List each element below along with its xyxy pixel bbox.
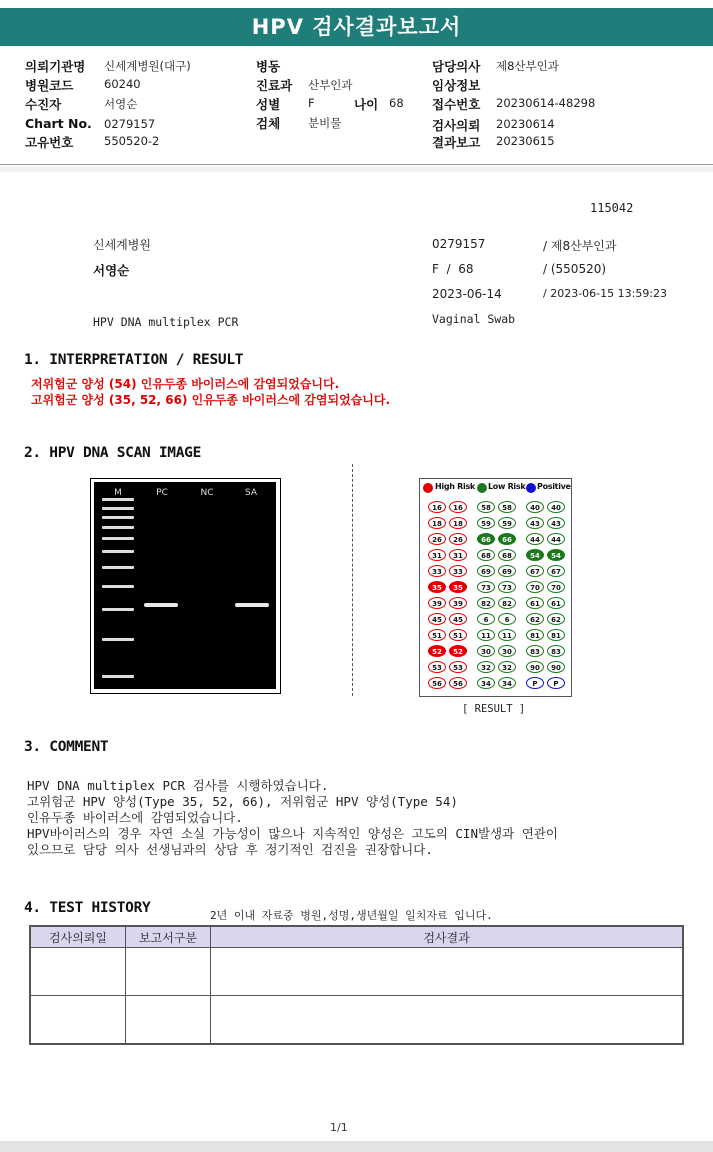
hpv-type-cell: 33 (428, 565, 446, 577)
hpv-type-cell: 67 (526, 565, 544, 577)
hpv-type-cell: 69 (498, 565, 516, 577)
ladder-band (102, 498, 134, 501)
pb-request-date: 2023-06-14 (432, 287, 502, 301)
pb-sex-age: F / 68 (432, 262, 474, 276)
pb-report-datetime: / 2023-06-15 13:59:23 (543, 287, 668, 300)
pb-hospital: 신세계병원 (93, 238, 151, 252)
clinical-info-label: 임상정보 (432, 78, 481, 93)
hpv-type-cell: 32 (498, 661, 516, 673)
hpv-type-cell: 31 (449, 549, 467, 561)
hpv-type-cell: 68 (498, 549, 516, 561)
hpv-type-cell: 83 (547, 645, 565, 657)
hpv-type-cell: 61 (526, 597, 544, 609)
gel-electrophoresis-image (90, 478, 281, 694)
hpv-type-cell: 44 (547, 533, 565, 545)
history-table (29, 925, 684, 1045)
sex-label: 성별 (256, 97, 281, 112)
age-label: 나이 (354, 97, 379, 112)
hospital-label: 의뢰기관명 (25, 59, 86, 74)
table-cell (126, 996, 211, 1045)
table-cell (30, 948, 126, 996)
history-col-report-type: 보고서구분 (126, 926, 211, 948)
hospital-value: 신세계병원(대구) (104, 59, 191, 73)
hpv-type-cell: 31 (428, 549, 446, 561)
hpv-type-cell: 59 (477, 517, 495, 529)
ladder-band (102, 638, 134, 641)
legend-high-risk: High Risk (435, 482, 475, 491)
table-cell (211, 948, 684, 996)
hpv-type-cell: 16 (428, 501, 446, 513)
hpv-type-cell: 58 (477, 501, 495, 513)
section-scan-image-title: 2. HPV DNA SCAN IMAGE (24, 445, 202, 461)
hpv-type-cell: 30 (477, 645, 495, 657)
hpv-type-cell: 67 (547, 565, 565, 577)
hpv-type-cell: 51 (428, 629, 446, 641)
hpv-type-cell: 39 (449, 597, 467, 609)
hpv-type-cell: 18 (449, 517, 467, 529)
pb-dept: / 제8산부인과 (543, 239, 617, 253)
legend-low-risk: Low Risk (488, 482, 526, 491)
table-cell (30, 996, 126, 1045)
table-cell (211, 996, 684, 1045)
lane-label-nc: NC (200, 488, 214, 498)
lane-label-pc: PC (156, 488, 168, 498)
ladder-band (102, 550, 134, 553)
department-label: 진료과 (256, 78, 293, 93)
hpv-type-cell: 39 (428, 597, 446, 609)
grid-caption: [ RESULT ] (462, 703, 526, 715)
hpv-type-cell: 11 (498, 629, 516, 641)
hpv-type-cell: 45 (449, 613, 467, 625)
high-risk-legend-dot (423, 483, 433, 493)
hpv-type-cell: 54 (526, 549, 544, 561)
hpv-type-cell: 82 (498, 597, 516, 609)
header-shadow (0, 166, 713, 172)
table-row (30, 996, 683, 1045)
header-divider (0, 164, 713, 165)
hpv-type-cell: 52 (428, 645, 446, 657)
history-note: 2년 이내 자료중 병원,성명,생년월일 일치자료 입니다. (210, 909, 493, 922)
comment-line: 고위험군 HPV 양성(Type 35, 52, 66), 저위험군 HPV 양성(Type 54) (27, 794, 458, 809)
hpv-type-cell: 40 (547, 501, 565, 513)
specimen-value: 분비물 (308, 116, 342, 130)
comment-line: 인유두종 바이러스에 감염되었습니다. (27, 810, 243, 825)
comment-line: HPV바이러스의 경우 자연 소실 가능성이 많으나 지속적인 양성은 고도의 CIN발생과 연관이 (27, 826, 558, 841)
ladder-band (102, 537, 134, 540)
hpv-type-cell: 53 (449, 661, 467, 673)
hpv-type-cell: 66 (477, 533, 495, 545)
ladder-band (102, 507, 134, 510)
hpv-type-cell: 26 (428, 533, 446, 545)
hpv-result-grid (419, 478, 572, 697)
hpv-type-cell: 35 (449, 581, 467, 593)
receipt-no-label: 접수번호 (432, 97, 481, 112)
comment-line: 있으므로 담당 의사 선생님과의 상담 후 정기적인 검진을 권장합니다. (27, 842, 433, 857)
request-date-label: 검사의뢰 (432, 118, 481, 133)
ladder-band (102, 526, 134, 529)
hpv-type-cell: 32 (477, 661, 495, 673)
hpv-type-cell: 62 (526, 613, 544, 625)
age-value: 68 (389, 96, 404, 110)
lane-label-sa: SA (244, 488, 258, 498)
table-cell (126, 948, 211, 996)
hpv-type-cell: P (526, 677, 544, 689)
hospital-code-label: 병원코드 (25, 78, 74, 93)
comment-line: HPV DNA multiplex PCR 검사를 시행하였습니다. (27, 778, 329, 793)
hpv-type-cell: P (547, 677, 565, 689)
hpv-type-cell: 43 (547, 517, 565, 529)
hpv-type-cell: 54 (547, 549, 565, 561)
hpv-type-cell: 81 (526, 629, 544, 641)
history-col-request-date: 검사의뢰일 (30, 926, 126, 948)
section-interpretation-title: 1. INTERPRETATION / RESULT (24, 352, 244, 368)
sex-value: F (308, 96, 315, 110)
ward-label: 병동 (256, 59, 281, 74)
hpv-type-cell: 59 (498, 517, 516, 529)
hpv-type-cell: 90 (547, 661, 565, 673)
ladder-band (102, 608, 134, 611)
ladder-band (102, 585, 134, 588)
gel-background (94, 482, 276, 689)
hpv-type-cell: 62 (547, 613, 565, 625)
hpv-type-cell: 90 (526, 661, 544, 673)
result-line-high-risk: 고위험군 양성 (35, 52, 66) 인유두종 바이러스에 감염되었습니다. (31, 393, 391, 407)
section-comment-title: 3. COMMENT (24, 739, 109, 755)
page-number: 1/1 (330, 1121, 348, 1134)
request-date-value: 20230614 (496, 117, 555, 131)
pb-name: 서영순 (93, 263, 130, 278)
hpv-type-cell: 34 (477, 677, 495, 689)
hpv-type-cell: 68 (477, 549, 495, 561)
hpv-type-cell: 83 (526, 645, 544, 657)
hpv-type-cell: 52 (449, 645, 467, 657)
hpv-type-cell: 18 (428, 517, 446, 529)
report-date-label: 결과보고 (432, 135, 481, 150)
chart-no-value: 0279157 (104, 117, 156, 131)
table-row (30, 948, 683, 996)
hpv-type-cell: 45 (428, 613, 446, 625)
doctor-value: 제8산부인과 (496, 59, 559, 73)
chart-no-label: Chart No. (25, 116, 92, 131)
result-line-low-risk: 저위험군 양성 (54) 인유두종 바이러스에 감염되었습니다. (31, 377, 340, 391)
specimen-label: 검체 (256, 116, 281, 131)
pb-test-name: HPV DNA multiplex PCR (93, 315, 239, 329)
history-col-result: 검사결과 (211, 926, 684, 948)
hpv-type-cell: 66 (498, 533, 516, 545)
hpv-type-cell: 26 (449, 533, 467, 545)
hpv-type-cell: 53 (428, 661, 446, 673)
ladder-band (102, 516, 134, 519)
doctor-label: 담당의사 (432, 59, 481, 74)
patient-value: 서영순 (104, 97, 138, 111)
section-history-title: 4. TEST HISTORY (24, 900, 151, 916)
patient-label: 수진자 (25, 97, 62, 112)
hpv-type-cell: 6 (477, 613, 495, 625)
scan-divider (352, 464, 353, 696)
hpv-type-cell: 70 (526, 581, 544, 593)
positive-legend-dot (526, 483, 536, 493)
report-title: HPV 검사결과보고서 (0, 8, 713, 46)
hpv-type-cell: 73 (477, 581, 495, 593)
hpv-type-cell: 73 (498, 581, 516, 593)
hpv-type-cell: 56 (449, 677, 467, 689)
hpv-type-cell: 82 (477, 597, 495, 609)
hpv-type-cell: 35 (428, 581, 446, 593)
hpv-type-cell: 11 (477, 629, 495, 641)
footer-bar (0, 1141, 713, 1152)
hpv-type-cell: 33 (449, 565, 467, 577)
pb-specimen: Vaginal Swab (432, 312, 516, 326)
hpv-type-cell: 34 (498, 677, 516, 689)
report-date-value: 20230615 (496, 134, 555, 148)
hpv-type-cell: 30 (498, 645, 516, 657)
hpv-type-cell: 40 (526, 501, 544, 513)
pb-chart: 0279157 (432, 237, 486, 251)
hpv-type-cell: 58 (498, 501, 516, 513)
ladder-band (102, 566, 134, 569)
hpv-type-cell: 69 (477, 565, 495, 577)
pb-id: / (550520) (543, 262, 607, 276)
ladder-band (102, 675, 134, 678)
unique-no-value: 550520-2 (104, 134, 160, 148)
department-value: 산부인과 (308, 78, 353, 92)
sa-band (235, 603, 269, 607)
hpv-type-cell: 16 (449, 501, 467, 513)
hpv-type-cell: 56 (428, 677, 446, 689)
hpv-type-cell: 81 (547, 629, 565, 641)
hospital-code-value: 60240 (104, 77, 141, 91)
pc-band (144, 603, 178, 607)
legend-positive: Positive (537, 482, 571, 491)
lane-label-marker: M (114, 488, 122, 498)
hpv-type-cell: 43 (526, 517, 544, 529)
hpv-type-cell: 70 (547, 581, 565, 593)
hpv-type-cell: 51 (449, 629, 467, 641)
report-code: 115042 (590, 201, 634, 215)
hpv-type-cell: 6 (498, 613, 516, 625)
hpv-type-cell: 44 (526, 533, 544, 545)
low-risk-legend-dot (477, 483, 487, 493)
hpv-type-cell: 61 (547, 597, 565, 609)
unique-no-label: 고유번호 (25, 135, 74, 150)
receipt-no-value: 20230614-48298 (496, 96, 596, 110)
